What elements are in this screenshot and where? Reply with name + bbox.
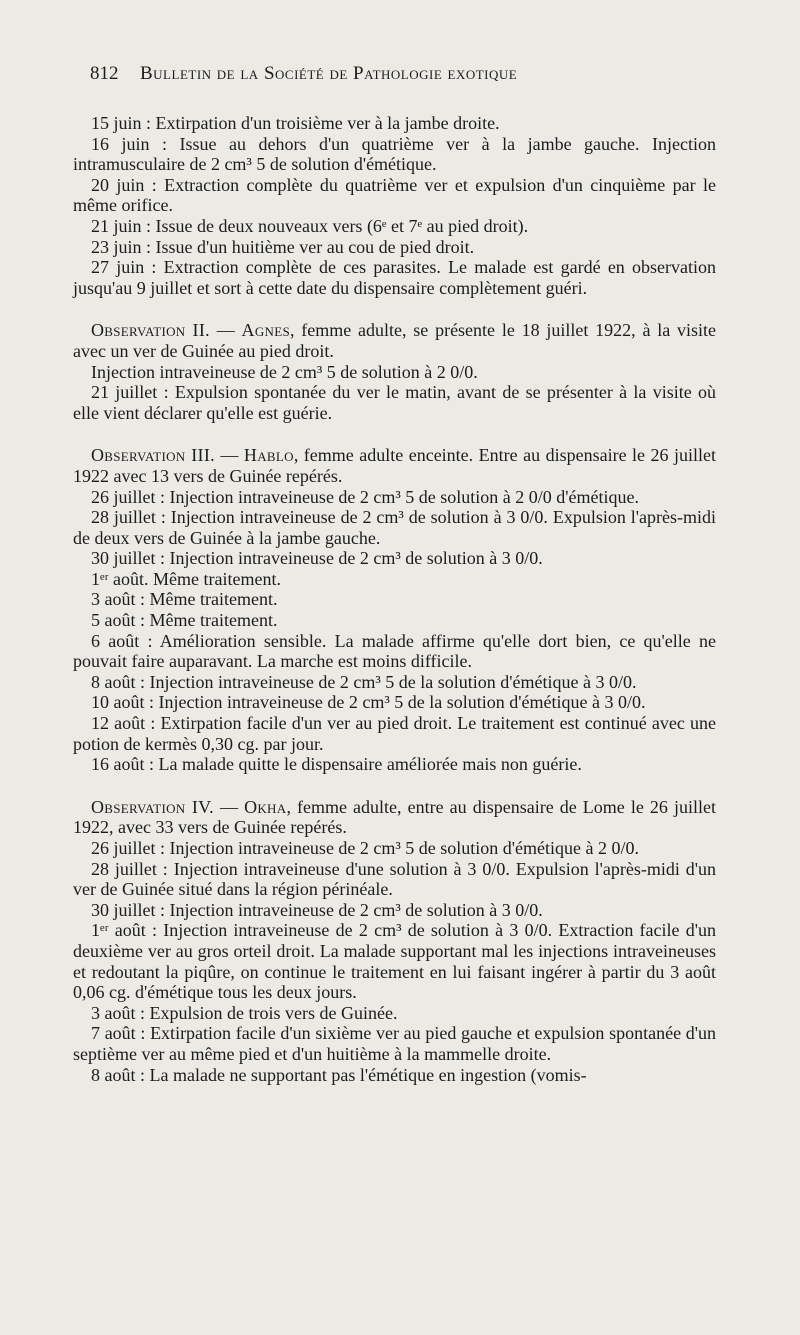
- paragraph: 20 juin : Extraction complète du quatrième ver et expulsion d'un cinquième par le même orifice.: [73, 174, 716, 216]
- patient-name: Agnes: [241, 320, 290, 341]
- dash: —: [213, 796, 245, 817]
- patient-name: Hablo: [243, 445, 294, 466]
- observation-heading-paragraph: [73, 320, 716, 361]
- paragraph: 30 juillet : Injection intraveineuse de 2 cm³ de solution à 3 0/0.: [91, 899, 543, 920]
- paragraph: 10 août : Injection intraveineuse de 2 cm³ 5 de la solution d'émétique à 3 0/0.: [91, 692, 646, 713]
- page-header: [90, 63, 730, 89]
- paragraph: Injection intraveineuse de 2 cm³ 5 de solution à 2 0/0.: [91, 361, 478, 382]
- patient-name: Okha: [244, 796, 287, 817]
- page-number: 812: [90, 63, 119, 84]
- paragraph: 26 juillet : Injection intraveineuse de 2 cm³ 5 de solution à 2 0/0 d'émétique.: [91, 486, 640, 507]
- running-title: Bulletin de la Société de Pathologie exotique: [140, 63, 518, 84]
- observation-label: Observation IV.: [91, 796, 214, 817]
- paragraph: 6 août : Amélioration sensible. La malade affirme qu'elle dort bien, ce qu'elle ne pouvait faire auparavant. La marche est moins difficile.: [73, 630, 716, 672]
- paragraph: 23 juin : Issue d'un huitième ver au cou de pied droit.: [91, 236, 475, 257]
- paragraph: 27 juin : Extraction complète de ces parasites. Le malade est gardé en observation jusqu'au 9 juillet et sort à cette date du dispensaire complètement guéri.: [73, 257, 716, 298]
- paragraph: 16 juin : Issue au dehors d'un quatrième ver à la jambe gauche. Injection intramusculaire de 2 cm³ 5 de solution d'émétique.: [73, 133, 716, 175]
- dash: —: [209, 320, 242, 341]
- paragraph: 1ᵉʳ août. Même traitement.: [91, 568, 281, 589]
- observation-heading-paragraph: [73, 797, 716, 838]
- paragraph-text: , femme adulte enceinte. Entre au dispensaire le 26 juillet 1922 avec 13 vers de Guinée repérés.: [73, 445, 717, 486]
- paragraph: 8 août : La malade ne supportant pas l'émétique en ingestion (vomis-: [91, 1064, 587, 1085]
- paragraph: 30 juillet : Injection intraveineuse de 2 cm³ de solution à 3 0/0.: [91, 548, 543, 569]
- paragraph: 26 juillet : Injection intraveineuse de 2 cm³ 5 de solution d'émétique à 2 0/0.: [91, 838, 640, 858]
- observation-heading-paragraph: [73, 445, 716, 486]
- observation-label: Observation III.: [91, 445, 215, 466]
- paragraph: 21 juillet : Expulsion spontanée du ver le matin, avant de se présenter à la visite où elle vient déclarer qu'elle est guérie.: [73, 382, 716, 423]
- paragraph: 3 août : Expulsion de trois vers de Guinée.: [91, 1002, 398, 1023]
- paragraph: 16 août : La malade quitte le dispensaire améliorée mais non guérie.: [91, 754, 582, 775]
- article-body: [73, 113, 716, 1085]
- paragraph: 3 août : Même traitement.: [91, 589, 278, 610]
- dash: —: [214, 445, 244, 466]
- paragraph: 1ᵉʳ août : Injection intraveineuse de 2 cm³ de solution à 3 0/0. Extraction facile d'un deuxième ver au gros orteil droit. La malade supportant mal les injections intraveineuses et redoutant la piqûre, on continue le traitement en lui faisant ingérer à partir du 3 août 0,06 cg. d'émétique tous les deux jours.: [73, 920, 716, 1003]
- paragraph: 12 août : Extirpation facile d'un ver au pied droit. Le traitement est continué avec une potion de kermès 0,30 cg. par jour.: [73, 713, 716, 754]
- paragraph: 5 août : Même traitement.: [91, 610, 278, 631]
- paragraph: 28 juillet : Injection intraveineuse de 2 cm³ de solution à 3 0/0. Expulsion l'après-midi de deux vers de Guinée à la jambe gauche.: [73, 507, 716, 548]
- paragraph: 21 juin : Issue de deux nouveaux vers (6ᵉ et 7ᵉ au pied droit).: [91, 215, 529, 236]
- paragraph-text: , femme adulte, se présente le 18 juillet 1922, à la visite avec un ver de Guinée au pied droit.: [73, 320, 716, 361]
- paragraph: 28 juillet : Injection intraveineuse d'une solution à 3 0/0. Expulsion l'après-midi d'un ver de Guinée situé dans la région périnéale.: [73, 858, 716, 900]
- observation-label: Observation II.: [91, 320, 210, 341]
- paragraph: 7 août : Extirpation facile d'un sixième ver au pied gauche et expulsion spontanée d'un septième ver au même pied et d'un huitième à la mammelle droite.: [73, 1023, 716, 1064]
- paragraph-text: , femme adulte, entre au dispensaire de Lome le 26 juillet 1922, avec 33 vers de Guinée repérés.: [73, 796, 716, 838]
- paragraph: 15 juin : Extirpation d'un troisième ver à la jambe droite.: [91, 113, 500, 133]
- paragraph: 8 août : Injection intraveineuse de 2 cm³ 5 de la solution d'émétique à 3 0/0.: [91, 671, 637, 692]
